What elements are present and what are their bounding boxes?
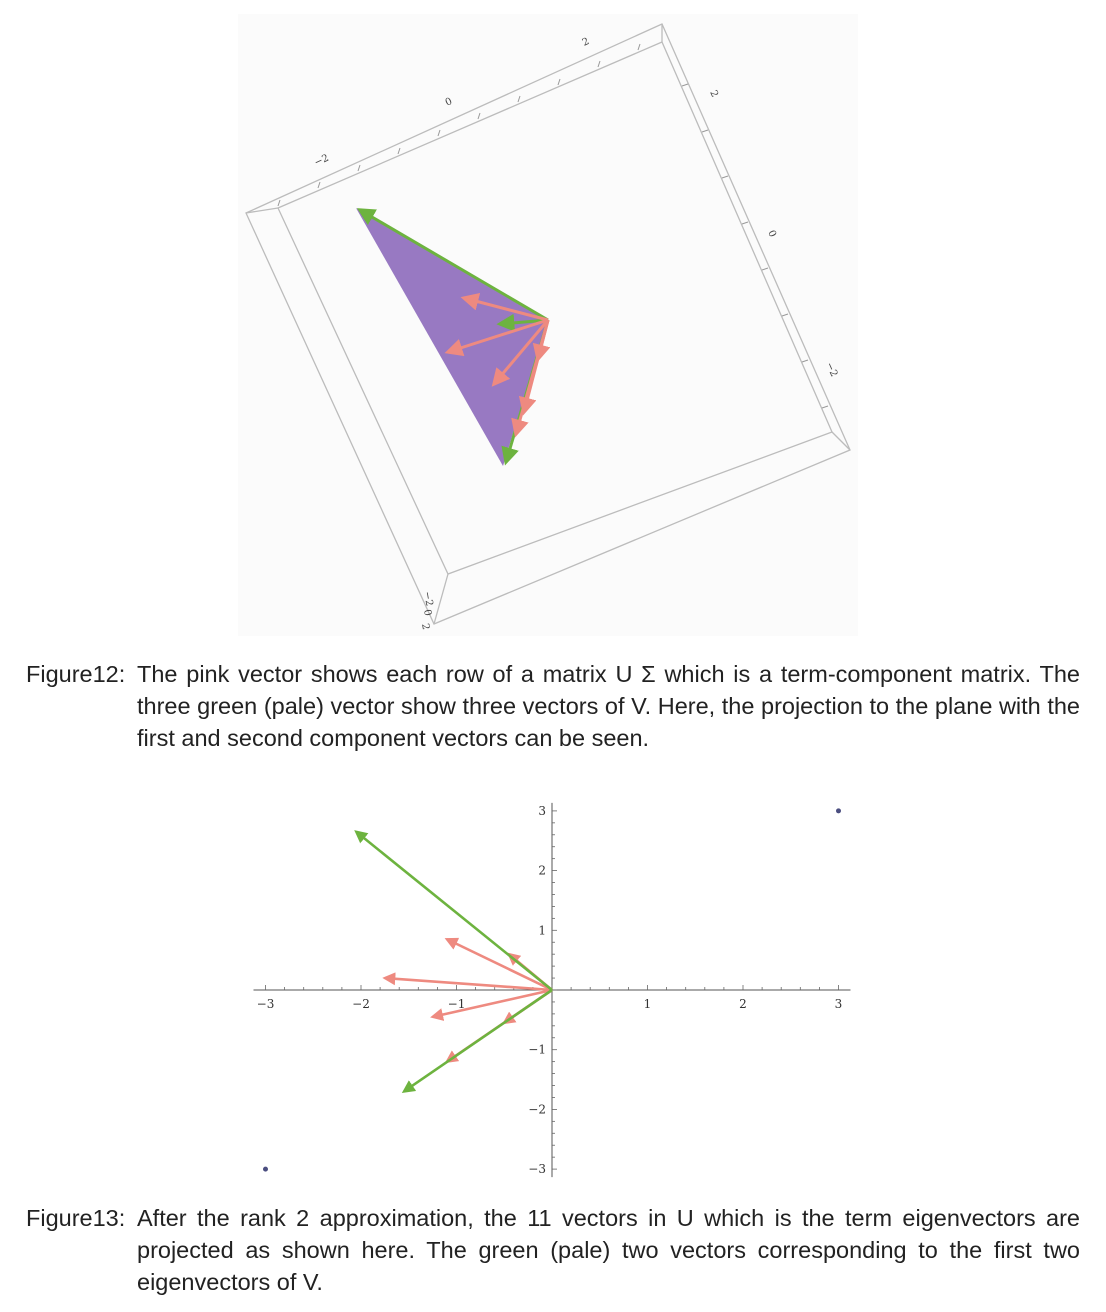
- x-tick-label: −1: [447, 997, 466, 1011]
- corner-point: [263, 1167, 268, 1172]
- x-tick-label: 2: [739, 997, 747, 1011]
- figure13-caption-text: After the rank 2 approximation, the 11 vectors in U which is the term eigenvectors are projected as shown here. The green (pale) two vectors corresponding to the first two eigenvectors of V.: [137, 1205, 1080, 1295]
- figure12-label: Figure12:: [26, 661, 126, 687]
- y-tick-label: −3: [528, 1162, 546, 1177]
- top-tick-label: 0: [443, 96, 455, 109]
- top-tick-label: 2: [580, 36, 592, 49]
- y-tick-label: −2: [528, 1102, 546, 1117]
- y-tick-label: 2: [538, 863, 546, 878]
- corner-tick-label: −2: [421, 590, 435, 608]
- x-tick-label: 1: [643, 997, 652, 1011]
- figure13-caption: [26, 1202, 1080, 1298]
- figure12-caption-text: The pink vector shows each row of a matrix U Σ which is a term-component matrix. The three green (pale) vector show three vectors of V. Here, the projection to the plane with the first and second component vectors can be seen.: [137, 661, 1080, 751]
- figure12-3d-plot: [238, 14, 858, 636]
- right-tick-label: −2: [823, 360, 840, 379]
- figure12-caption: [26, 658, 1080, 754]
- x-tick-label: 3: [834, 997, 843, 1011]
- y-tick-label: −1: [528, 1042, 546, 1057]
- pink-vector: [385, 978, 552, 990]
- green-vector: [356, 832, 552, 990]
- figure13-label: Figure13:: [26, 1205, 126, 1231]
- y-tick-label: 1: [538, 923, 546, 938]
- right-tick-label: 2: [707, 88, 720, 100]
- green-vector: [404, 990, 552, 1091]
- figure13-chart: [240, 790, 860, 1185]
- x-tick-label: −3: [256, 997, 275, 1011]
- corner-tick-label: 0: [421, 608, 433, 617]
- right-tick-label: 0: [765, 228, 778, 240]
- x-tick-label: −2: [352, 997, 370, 1011]
- corner-tick-label: 2: [419, 622, 431, 631]
- corner-point: [836, 808, 841, 813]
- top-tick-label: −2: [312, 152, 331, 169]
- y-tick-label: 3: [538, 803, 546, 818]
